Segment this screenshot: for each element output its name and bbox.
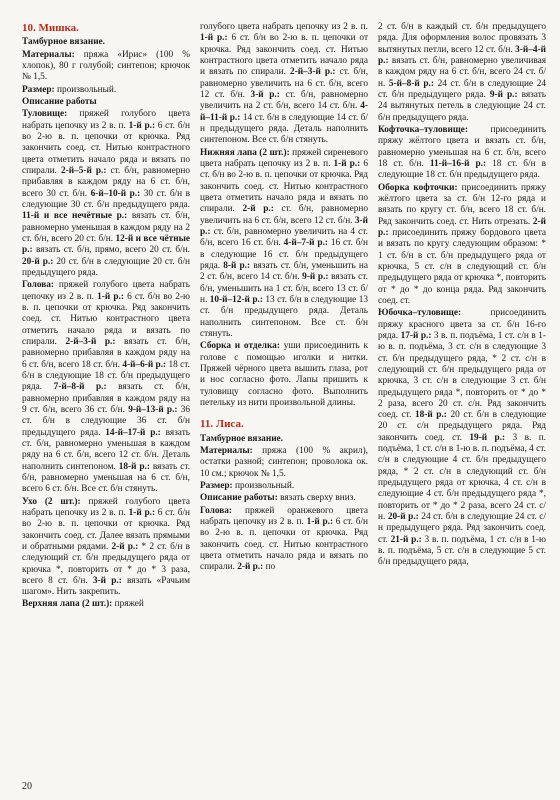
- page-number: 20: [22, 781, 32, 792]
- ear-paragraph: Ухо (2 шт.): пряжей голубого цвета набрать цепочку из 2 в. п. 1-й р.: 6 ст. б/н во 2-ю в. п. цепочки от крючка. Ряд закончить соед. ст. Далее вязать прямыми и обратными рядами. 2-й р.: * 2 ст. б/н в следующий ст. б/н предыдущего ряда от крючка *, повторить от * до * 3 раза, всего 8 ст. б/н. 3-й р.: вязать «Рачьим шагом». Нить закрепить.: [22, 496, 190, 598]
- fox-head-continued: 2 ст. б/н в каждый ст. б/н предыдущего ряда. Для оформления волос провязать 3 вытянутых петли, всего 12 ст. б/н. 3-й–4-й р.: вязать ст. б/н, равномерно увеличивая в каждом ряду на 6 ст. б/н, всего 24 ст. б/н. 5-й–8-й р.: 24 ст. б/н в следующие 24 ст. б/н предыдущего ряда. 9-й р.: вязать 24 вытянутых петель в следующие 24 ст. б/н предыдущего ряда.: [378, 22, 546, 123]
- head-paragraph: Голова: пряжей голубого цвета набрать цепочку из 2 в. п. 1-й р.: 6 ст. б/н во 2-ю в. п. цепочки от крючка. Ряд закончить соед. ст. Нитью контрастного цвета отметить начало ряда и вязать по спирали. 2-й–3-й р.: вязать ст. б/н, равномерно прибавляя в каждом ряду на 6 ст. б/н, всего 18 ст. б/н. 4-й–6-й р.: 18 ст. б/н в следующие 18 ст. б/н предыдущего ряда. 7-й–8-й р.: вязать ст. б/н, равномерно прибавляя в каждом ряду на 9 ст. б/н, всего 36 ст. б/н. 9-й–13-й р.: 36 ст. б/н в следующие 36 ст. б/н предыдущего ряда. 14-й–17-й р.: вязать ст. б/н, равномерно уменьшая в каждом ряду на 6 ст. б/н, всего 12 ст. б/н. Деталь наполнить синтепоном. 18-й р.: вязать ст. б/н, равномерно уменьшая на 6 ст. б/н, всего 6 ст. б/н. Все ст. б/н стянуть.: [22, 280, 190, 495]
- section-title-bear: 10. Мишка.: [22, 22, 79, 34]
- description-paragraph-fox: Описание работы: вязать сверху вниз.: [200, 493, 356, 504]
- column-3: [378, 22, 546, 774]
- section-title-fox: 11. Лиса.: [200, 418, 244, 431]
- column-2: [200, 22, 368, 774]
- materials-paragraph-fox: Материалы: пряжа (100 % акрил), остатки разной; синтепон; проволока ок. 10 см.; крючок № 1,5.: [200, 445, 368, 479]
- torso-paragraph: Туловище: пряжей голубого цвета набрать цепочку из 2 в. п. 1-й р.: 6 ст. б/н во 2-ю в. п. цепочки от крючка. Ряд закончить соед. ст. Нитью контрастного цвета отметить начало ряда и вязать по спирали. 2-й–5-й р.: ст. б/н, равномерно прибавляя в каждом ряду на 6 ст. б/н, всего 30 ст. б/н. 6-й–10-й р.: 30 ст. б/н в следующие 30 ст. б/н предыдущего ряда. 11-й и все нечётные р.: вязать ст. б/н, равномерно уменьшая в каждом ряду на 2 ст. б/н, всего 20 ст. б/н. 12-й и все чётные р.: вязать ст. б/н, прямо, всего 20 ст. б/н. 20-й р.: 20 ст. б/н в следующие 20 ст. б/н предыдущего ряда.: [22, 109, 190, 278]
- head-paragraph-fox: Голова: пряжей оранжевого цвета набрать цепочку из 2 в. п. 1-й р.: 6 ст. б/н во 2-ю в. п. цепочки от крючка. Ряд закончить соед. ст. Нитью контрастного цвета отметить начало ряда и вязать по спирали. 2-й р.: по: [200, 505, 368, 573]
- size-paragraph-fox: Размер: произвольный.: [200, 480, 295, 491]
- body-paragraph-fox: Кофточка–туловище: присоединить пряжу жёлтого цвета и вязать ст. б/н, равномерно уменьшая на 6 ст. б/н, всего 18 ст. б/н. 11-й–16-й р.: 18 ст. б/н в следующие 18 ст. б/н предыдущего ряда.: [378, 124, 546, 181]
- description-heading: Описание работы: [22, 97, 97, 108]
- column-1: [22, 22, 190, 774]
- technique-label: Тамбурное вязание.: [22, 37, 105, 48]
- lower-leg-paragraph: Нижняя лапа (2 шт.): пряжей сиреневого цвета набрать цепочку из 2 в. п. 1-й р.: 6 ст. б/н во 2-ю в. п. цепочки от крючка. Ряд закончить соед. ст. Нитью контрастного цвета отметить начало ряда и вязать по спирали. 2-й р.: ст. б/н, равномерно увеличить на 6 ст. б/н, всего 12 ст. б/н. 3-й р.: ст. б/н, равномерно увеличить на 4 ст. б/н, всего 16 ст. б/н. 4-й–7-й р.: 16 ст. б/н в следующие 16 ст. б/н предыдущего ряда. 8-й р.: вязать ст. б/н, уменьшить на 2 ст. б/н, всего 14 ст. б/н. 9-й р.: вязать ст. б/н, уменьшить на 1 ст. б/н, всего 13 ст. б/н. 10-й–12-й р.: 13 ст. б/н в следующие 13 ст. б/н предыдущего ряда. Деталь наполнить синтепоном. Все ст. б/н стянуть.: [200, 147, 368, 339]
- document-page: [22, 22, 546, 774]
- frill-paragraph: Оборка кофточки: присоединить пряжу жёлтого цвета за ст. б/н 12-го ряда и вязать по кругу ст. б/н, всего 18 ст. б/н. Ряд закончить соед. ст. Нить отрезать. 2-й р.: присоединить пряжу бордового цвета и вязать по кругу следующим образом: * 1 ст. б/н в ст. б/н предыдущего ряда от крючка, 5 ст. с/н в следующий ст. б/н предыдущего ряда от крючка *, повторить от * до * до конца ряда. Ряд закончить соед. ст.: [378, 182, 546, 306]
- size-paragraph: Размер: произвольный.: [22, 84, 117, 95]
- technique-label-fox: Тамбурное вязание.: [200, 433, 283, 444]
- assembly-paragraph: Сборка и отделка: уши присоединить к голове с помощью иголки и нитки. Пряжей чёрного цвета вышить глаза, рот и нос согласно фото. Лапы пришить к туловищу согласно фото. Выполнить петельку из нити произвольной длины.: [200, 341, 368, 408]
- upper-leg-paragraph: Верхняя лапа (2 шт.): пряжей: [22, 599, 144, 610]
- upper-leg-continued: голубого цвета набрать цепочку из 2 в. п. 1-й р.: 6 ст. б/н во 2-ю в. п. цепочки от крючка. Ряд закончить соед. ст. Нитью контрастного цвета отметить начало ряда и вязать по спирали. 2-й–3-й р.: ст. б/н, равномерно увеличить на 6 ст. б/н, всего 12 ст. б/н. 3-й р.: ст. б/н, равномерно увеличить на 2 ст. б/н, всего 14 ст. б/н. 4-й–11-й р.: 14 ст. б/н в следующие 14 ст. б/н предыдущего ряда. Деталь наполнить синтепоном. Все ст. б/н стянуть.: [200, 22, 368, 146]
- materials-paragraph: Материалы: пряжа «Ирис» (100 % хлопок), 80 г голубой; синтепон; крючок № 1,5.: [22, 49, 190, 83]
- skirt-paragraph: Юбочка–туловище: присоединить пряжу красного цвета за ст. б/н 16-го ряда. 17-й р.: 3 в. п. подъёма, 1 ст. с/н в 1-ю в. п. подъёма, 3 ст. с/н в следующие 3 ст. б/н предыдущего ряда, * 2 ст. с/н в следующий ст. б/н предыдущего ряда от крючка, 3 ст. с/н в следующие 3 ст. б/н предыдущего ряда *, повторить от * до * 2 раза, всего 20 ст. с/н. Ряд закончить соед. ст. 18-й р.: 20 ст. б/н в следующие 20 ст. с/н предыдущего ряда. Ряд закончить соед. ст. 19-й р.: 3 в. п. подъёма, 1 ст. с/н в 1-ю в. п. подъёма, 4 ст. с/н в следующие 4 ст. б/н предыдущего ряда, * 2 ст. с/н в следующий ст. б/н предыдущего ряда от крючка, 4 ст. с/н в следующие 4 ст. б/н предыдущего ряда *, повторить от * до * 2 раза, всего 24 ст. с/н. 20-й р.: 24 ст. б/н в следующие 24 ст. с/н предыдущего ряда. Ряд закончить соед. ст. 21-й р.: 3 в. п. подъёма, 1 ст. с/н в 1-ю в. п. подъёма, 5 ст. с/н в следующие 5 ст. б/н предыдущего ряда,: [378, 308, 546, 568]
